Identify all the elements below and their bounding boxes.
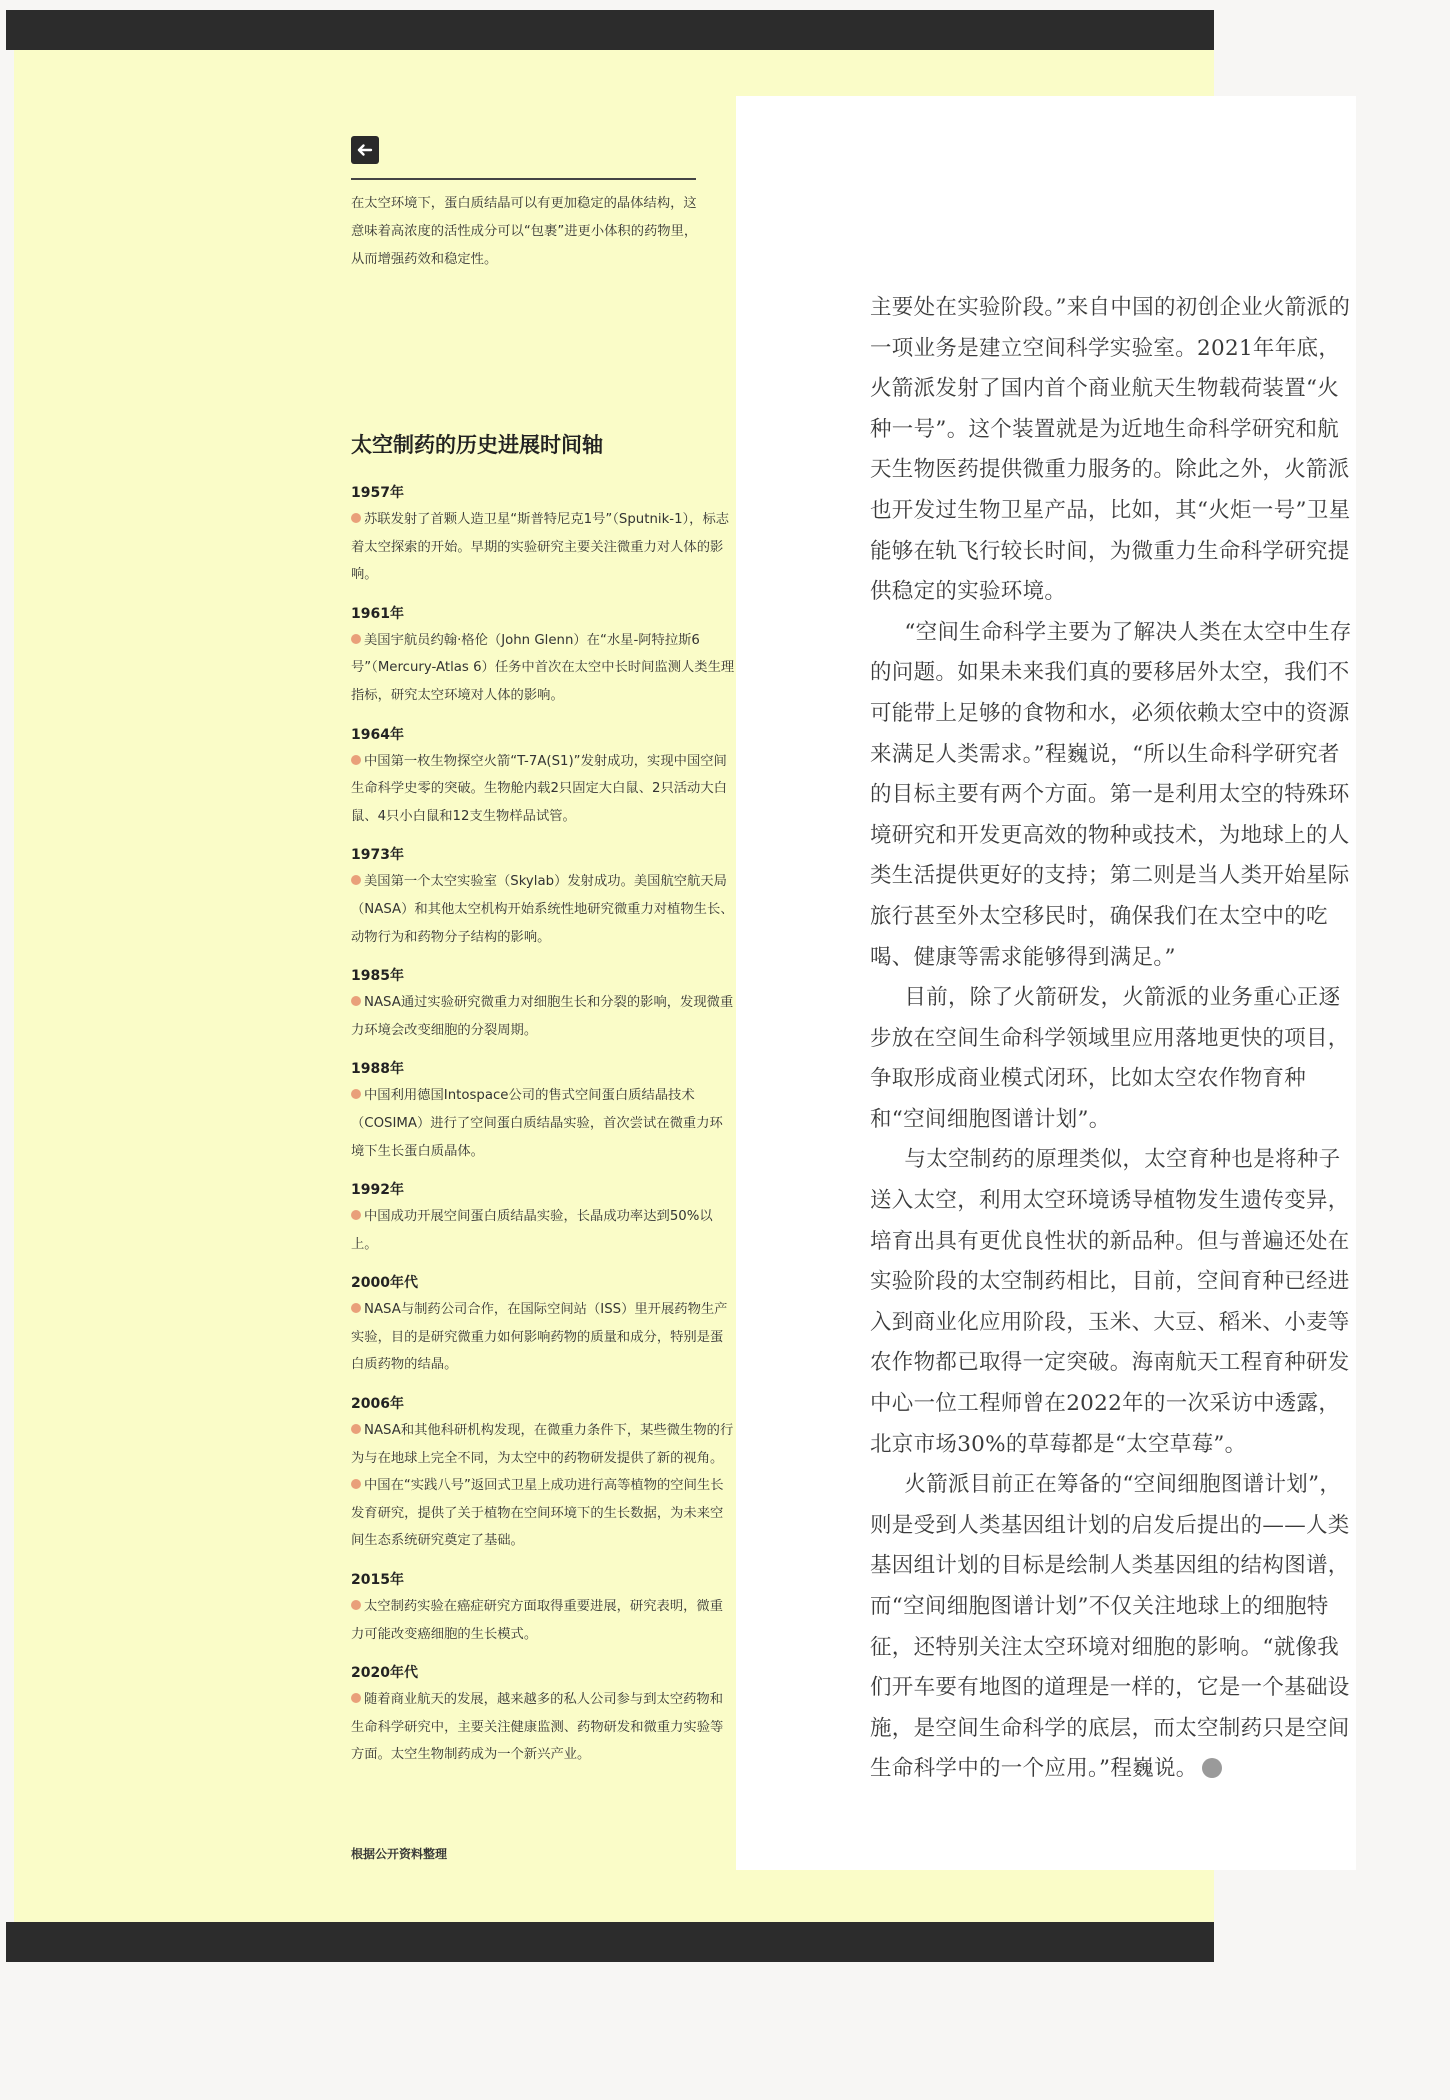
bullet-dot-icon [351,634,361,644]
divider [351,178,696,180]
timeline [351,480,736,1781]
timeline-entry [351,842,736,951]
timeline-event [351,627,736,710]
article-paragraph [870,978,1352,1140]
timeline-year: 1985年 [351,968,404,985]
timeline-event-text: 中国利用德国Intospace公司的售式空间蛋白质结晶技术（COSIMA）进行了空间蛋白质结晶实验，首次尝试在微重力环境下生长蛋白质晶体。 [351,1088,723,1159]
timeline-event-text: NASA通过实验研究微重力对细胞生长和分裂的影响，发现微重力环境会改变细胞的分裂周期。 [351,995,734,1038]
timeline-event-text: 中国成功开展空间蛋白质结晶实验，长晶成功率达到50%以上。 [351,1209,713,1252]
bullet-dot-icon [351,1693,361,1703]
timeline-event-text: 中国在“实践八号”返回式卫星上成功进行高等植物的空间生长发育研究，提供了关于植物在空间环境下的生长数据，为未来空间生态系统研究奠定了基础。 [351,1478,724,1549]
timeline-event-text: 美国宇航员约翰·格伦（John Glenn）在“水星-阿特拉斯6号”（Mercury-Atlas 6）任务中首次在太空中长时间监测人类生理指标，研究太空环境对人体的影响。 [351,632,735,703]
timeline-event [351,506,736,589]
article-paragraph-text: “空间生命科学主要为了解决人类在太空中生存的问题。如果未来我们真的要移居外太空，我们不可能带上足够的食物和水，必须依赖太空中的资源来满足人类需求。”程巍说，“所以生命科学研究者的目标主要有两个方面。第一是利用太空的特殊环境研究和开发更高效的物种或技术，为地球上的人类生活提供更好的支持；第二则是当人类开始星际旅行甚至外太空移民时，确保我们在太空中的吃喝、健康等需求能够得到满足。” [870,619,1352,970]
article-paragraph [870,288,1352,613]
bullet-dot-icon [351,513,361,523]
bullet-dot-icon [351,1479,361,1489]
timeline-event-text: NASA和其他科研机构发现，在微重力条件下，某些微生物的行为与在地球上完全不同，为太空中的药物研发提供了新的视角。 [351,1423,734,1466]
timeline-year: 1964年 [351,726,404,743]
timeline-event-text: NASA与制药公司合作，在国际空间站（ISS）里开展药物生产实验，目的是研究微重力如何影响药物的质量和成分，特别是蛋白质药物的结晶。 [351,1302,728,1373]
end-mark-icon [1202,1758,1222,1778]
timeline-entry [351,1056,736,1165]
timeline-event [351,1203,736,1258]
sidebar-background-bottom [736,1870,1214,1922]
timeline-year: 1957年 [351,485,404,501]
timeline-year: 1992年 [351,1182,404,1199]
timeline-event [351,1472,736,1555]
timeline-event-text: 中国第一枚生物探空火箭“T-7A(S1)”发射成功，实现中国空间生命科学史零的突破。生物舱内载2只固定大白鼠、2只活动大白鼠、4只小白鼠和12支生物样品试管。 [351,753,727,824]
article-paragraph-text: 火箭派目前正在筹备的“空间细胞图谱计划”，则是受到人类基因组计划的启发后提出的——人类基因组计划的目标是绘制人类基因组的结构图谱，而“空间细胞图谱计划”不仅关注地球上的细胞特征，还特别关注太空环境对细胞的影响。“就像我们开车要有地图的道理是一样的，它是一个基础设施，是空间生命科学的底层，而太空制药只是空间生命科学中的一个应用。”程巍说。 [870,1472,1350,1782]
timeline-year: 2020年代 [351,1665,418,1682]
timeline-event [351,1593,736,1648]
image-caption: 在太空环境下，蛋白质结晶可以有更加稳定的晶体结构，这意味着高浓度的活性成分可以“包裹”进更小体积的药物里，从而增强药效和稳定性。 [351,196,698,267]
article-paragraph-text: 主要处在实验阶段。”来自中国的初创企业火箭派的一项业务是建立空间科学实验室。2021年年底，火箭派发射了国内首个商业航天生物载荷装置“火种一号”。这个装置就是为近地生命科学研究和航天生物医药提供微重力服务的。除此之外，火箭派也开发过生物卫星产品，比如，其“火炬一号”卫星能够在轨飞行较长时间，为微重力生命科学研究提供稳定的实验环境。 [870,295,1351,605]
article-body [870,288,1352,1790]
timeline-year: 2015年 [351,1572,404,1589]
timeline-event [351,1082,736,1165]
timeline-event [351,868,736,951]
bullet-dot-icon [351,1303,361,1313]
bullet-dot-icon [351,755,361,765]
bullet-dot-icon [351,996,361,1006]
timeline-event [351,1296,736,1379]
timeline-event-text: 美国第一个太空实验室（Skylab）发射成功。美国航空航天局（NASA）和其他太空机构开始系统性地研究微重力对植物生长、动物行为和药物分子结构的影响。 [351,874,734,945]
sidebar-background-top [14,50,1214,96]
bullet-dot-icon [351,1089,361,1099]
timeline-entry [351,1660,736,1769]
timeline-event [351,989,736,1044]
timeline-event-text: 太空制药实验在癌症研究方面取得重要进展，研究表明，微重力可能改变癌细胞的生长模式。 [351,1599,724,1642]
timeline-year: 2000年代 [351,1275,418,1292]
article-paragraph [870,613,1352,978]
timeline-entry [351,1567,736,1648]
article-paragraph-text: 目前，除了火箭研发，火箭派的业务重心正逐步放在空间生命科学领域里应用落地更快的项目，争取形成商业模式闭环，比如太空农作物育种和“空间细胞图谱计划”。 [870,985,1350,1132]
article-paragraph-text: 与太空制药的原理类似，太空育种也是将种子送入太空，利用太空环境诱导植物发生遗传变异，培育出具有更优良性状的新品种。但与普遍还处在实验阶段的太空制药相比，目前，空间育种已经进入到商业化应用阶段，玉米、大豆、稻米、小麦等农作物都已取得一定突破。海南航天工程育种研发中心一位工程师曾在2022年的一次采访中透露，北京市场30%的草莓都是“太空草莓”。 [870,1147,1350,1457]
timeline-entry [351,963,736,1044]
timeline-year: 2006年 [351,1396,404,1413]
bullet-dot-icon [351,1600,361,1610]
timeline-year: 1988年 [351,1061,404,1078]
timeline-year: 1961年 [351,605,404,622]
timeline-entry [351,1177,736,1258]
arrow-left-icon[interactable] [351,136,379,164]
bullet-dot-icon [351,1424,361,1434]
timeline-entry [351,1270,736,1379]
source-note: 根据公开资料整理 [351,1847,448,1861]
timeline-year: 1973年 [351,847,404,864]
article-paragraph [870,1140,1352,1465]
timeline-event-text: 随着商业航天的发展，越来越多的私人公司参与到太空药物和生命科学研究中，主要关注健康监测、药物研发和微重力实验等方面。太空生物制药成为一个新兴产业。 [351,1692,724,1763]
timeline-event [351,1417,736,1472]
timeline-entry [351,1391,736,1555]
timeline-event-text: 苏联发射了首颗人造卫星“斯普特尼克1号”（Sputnik-1），标志着太空探索的开始。早期的实验研究主要关注微重力对人体的影响。 [351,512,730,583]
timeline-event [351,1686,736,1769]
bottom-dark-bar [6,1922,1214,1962]
timeline-entry [351,722,736,831]
timeline-entry [351,601,736,710]
timeline-title: 太空制药的历史进展时间轴 [351,433,603,457]
timeline-event [351,748,736,831]
top-dark-bar [6,10,1214,50]
timeline-entry [351,480,736,589]
bullet-dot-icon [351,1210,361,1220]
bullet-dot-icon [351,875,361,885]
article-paragraph [870,1465,1352,1790]
